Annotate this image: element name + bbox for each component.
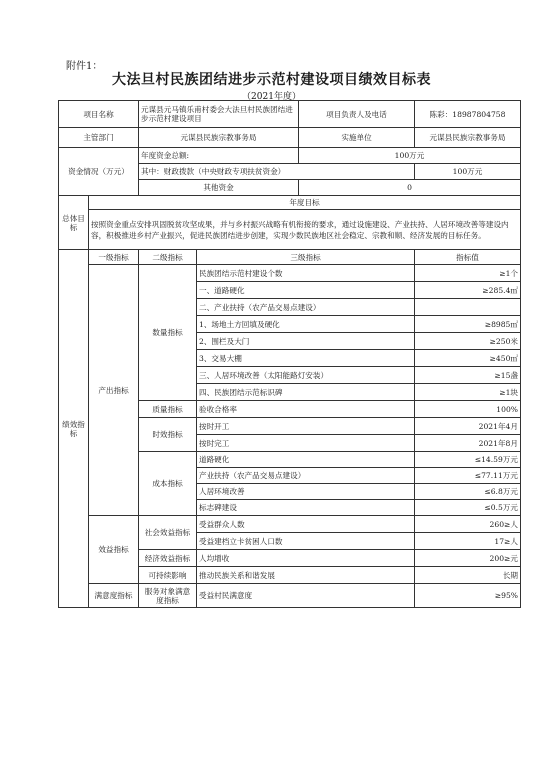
impl-label: 实施单位 <box>299 128 415 148</box>
satisfaction-value: ≥95% <box>415 584 521 608</box>
cost-value: ≤14.59万元 <box>415 452 521 468</box>
social-name: 受益建档立卡贫困人口数 <box>197 533 415 550</box>
quantity-value <box>415 299 521 316</box>
table-row <box>59 516 521 533</box>
funds-label: 资金情况（万元） <box>59 148 139 196</box>
project-name-row <box>59 101 521 128</box>
economic-label: 经济效益指标 <box>139 550 197 567</box>
satisfaction-level1-label: 满意度指标 <box>89 584 139 608</box>
cost-name: 道路硬化 <box>197 452 415 468</box>
cost-name: 标志碑建设 <box>197 500 415 516</box>
department-row <box>59 128 521 148</box>
quantity-value: ≥8985㎡ <box>415 316 521 333</box>
indicator-header-row <box>59 250 521 265</box>
quantity-value: ≥285.4㎡ <box>415 282 521 299</box>
annex-label: 附件1： <box>66 61 103 72</box>
overall-goal-text: 按照资金重点安排巩固脱贫攻坚成果，并与乡村振兴战略有机衔接的要求，通过设施建设、产业扶持、人居环境改善等建设内容，积极推进乡村产业振兴，促进民族团结进步创建，实现少数民族地区社会稳定、宗教和顺、经济发展的目标任务。 <box>89 210 521 250</box>
document-year: （2021年度） <box>242 92 301 102</box>
time-name: 按时完工 <box>197 435 415 452</box>
timeliness-label: 时效指标 <box>139 418 197 452</box>
document-title: 大法旦村民族团结进步示范村建设项目绩效目标表 <box>112 72 431 88</box>
satisfaction-name: 受益村民满意度 <box>197 584 415 608</box>
funds-total-row <box>59 148 521 164</box>
quantity-name: 民族团结示范村建设个数 <box>197 265 415 282</box>
time-value: 2021年4月 <box>415 418 521 435</box>
benefit-label: 效益指标 <box>89 516 139 584</box>
social-value: 17≥人 <box>415 533 521 550</box>
owner-value: 陈彩：18987804758 <box>415 101 521 128</box>
quantity-name: 二、产业扶持（农产品交易点建设） <box>197 299 415 316</box>
quantity-name: 3、交易大棚 <box>197 350 415 367</box>
output-label: 产出指标 <box>89 265 139 516</box>
quantity-value: ≥1块 <box>415 384 521 401</box>
header-level1: 一级指标 <box>89 250 139 265</box>
economic-value: 200≥元 <box>415 550 521 567</box>
cost-value: ≤6.8万元 <box>415 484 521 500</box>
quantity-name: 三、人居环境改善（太阳能路灯安装） <box>197 367 415 384</box>
dept-label: 主管部门 <box>59 128 139 148</box>
quality-name: 验收合格率 <box>197 401 415 418</box>
cost-value: ≤0.5万元 <box>415 500 521 516</box>
social-value: 260≥人 <box>415 516 521 533</box>
quantity-value: ≥15盏 <box>415 367 521 384</box>
header-value: 指标值 <box>415 250 521 265</box>
cost-value: ≤77.11万元 <box>415 468 521 484</box>
header-level2: 二级指标 <box>139 250 197 265</box>
social-label: 社会效益指标 <box>139 516 197 550</box>
sustain-label: 可持续影响 <box>139 567 197 584</box>
project-name-label: 项目名称 <box>59 101 139 128</box>
quantity-label: 数量指标 <box>139 265 197 401</box>
owner-label: 项目负责人及电话 <box>299 101 415 128</box>
overall-goal-label: 总体目标 <box>59 196 89 250</box>
time-name: 按时开工 <box>197 418 415 435</box>
quantity-value: ≥250米 <box>415 333 521 350</box>
satisfaction-level2-label: 服务对象满意度指标 <box>139 584 197 608</box>
quantity-name: 2、围栏及大门 <box>197 333 415 350</box>
social-name: 受益群众人数 <box>197 516 415 533</box>
sustain-value: 长期 <box>415 567 521 584</box>
overall-goal-header-row <box>59 196 521 210</box>
quantity-name: 1、场地土方回填及硬化 <box>197 316 415 333</box>
year-goal-label: 年度目标 <box>89 196 521 210</box>
project-name-value: 元谋县元马镇乐甫村委会大法旦村民族团结进步示范村建设项目 <box>139 101 299 128</box>
funds-fiscal-label: 其中：财政拨款（中央财政专项扶贫资金） <box>139 164 415 180</box>
quality-value: 100% <box>415 401 521 418</box>
funds-total-label: 年度资金总额: <box>139 148 299 164</box>
time-value: 2021年8月 <box>415 435 521 452</box>
quantity-name: 四、民族团结示范标识碑 <box>197 384 415 401</box>
quality-label: 质量指标 <box>139 401 197 418</box>
funds-fiscal-value: 100万元 <box>415 164 521 180</box>
economic-name: 人均增收 <box>197 550 415 567</box>
table-row <box>59 584 521 608</box>
cost-name: 人居环境改善 <box>197 484 415 500</box>
impl-value: 元谋县民族宗教事务局 <box>415 128 521 148</box>
sustain-name: 推动民族关系和谐发展 <box>197 567 415 584</box>
funds-other-label: 其他资金 <box>139 180 299 196</box>
header-level3: 三级指标 <box>197 250 415 265</box>
dept-value: 元谋县民族宗教事务局 <box>139 128 299 148</box>
overall-goal-text-row <box>59 210 521 250</box>
quantity-value: ≥1个 <box>415 265 521 282</box>
quantity-name: 一、道路硬化 <box>197 282 415 299</box>
cost-name: 产业扶持（农产品交易点建设） <box>197 468 415 484</box>
cost-label: 成本指标 <box>139 452 197 516</box>
performance-target-table <box>58 100 521 608</box>
funds-total-value: 100万元 <box>299 148 521 164</box>
funds-other-value: 0 <box>299 180 521 196</box>
indicators-label: 绩效指标 <box>59 250 89 608</box>
table-row <box>59 265 521 282</box>
quantity-value: ≥450㎡ <box>415 350 521 367</box>
